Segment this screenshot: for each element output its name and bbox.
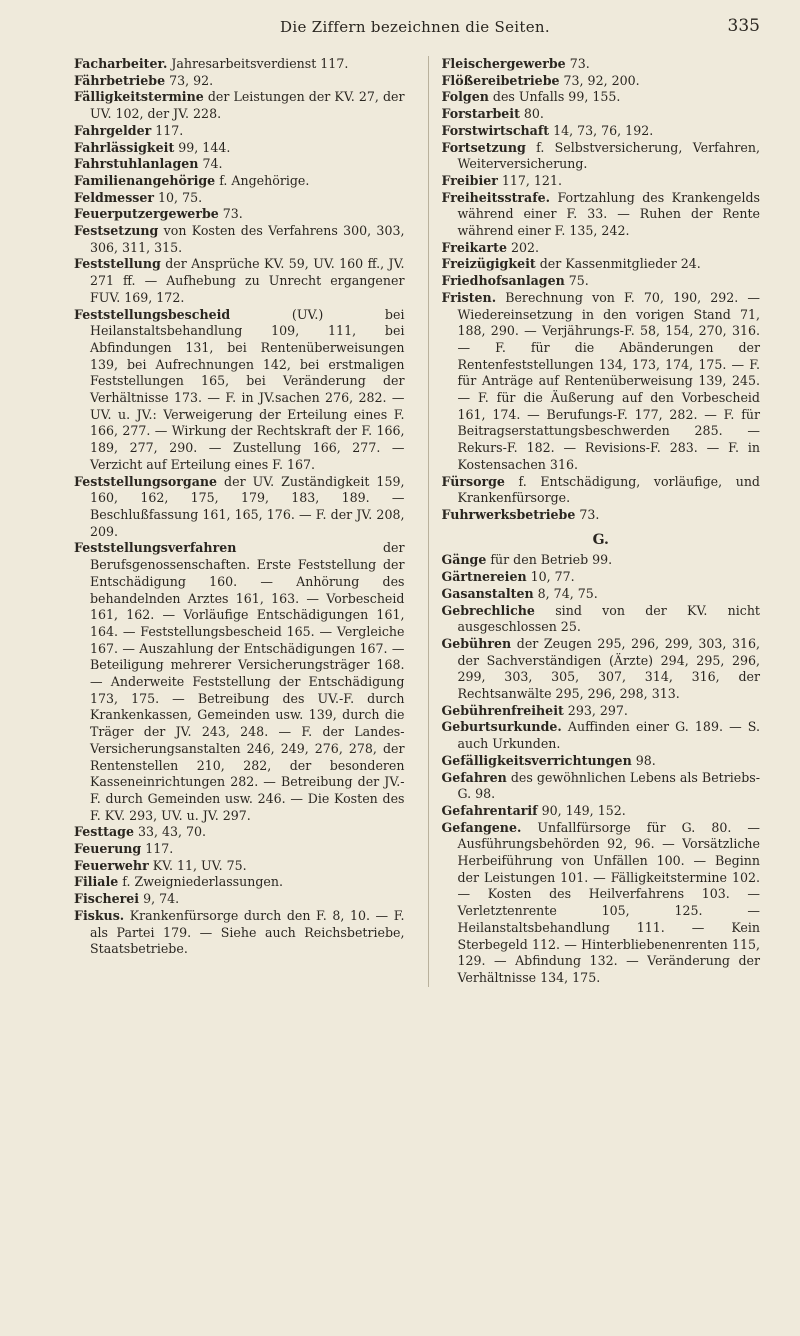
index-entry (74, 307, 404, 474)
index-term: Flößereibetriebe (441, 72, 560, 88)
index-term: Fischerei (74, 891, 140, 907)
index-term: Feuerung (74, 841, 142, 857)
index-references: 10, 77. (526, 569, 575, 585)
index-references: für den Betrieb 99. (486, 552, 613, 568)
index-entry (74, 824, 404, 841)
index-term: Gasanstalten (441, 585, 534, 601)
index-term: Feldmesser (74, 189, 155, 205)
index-references: der Kassenmitglieder 24. (535, 256, 701, 272)
index-entry (74, 206, 404, 223)
index-references: 8, 74, 75. (533, 585, 598, 601)
index-entry (441, 569, 760, 586)
index-references: f. Entschädigung, vorläufige, und Krankenfürsorge. (457, 473, 760, 506)
index-entry (441, 474, 760, 507)
index-references: von Kosten des Verfahrens 300, 303, 306, 311, 315. (90, 223, 405, 255)
index-references: 73. (575, 506, 600, 522)
index-references: des gewöhnlichen Lebens als Betriebs-G. 98. (457, 769, 760, 802)
index-entry (441, 636, 760, 703)
index-entry (441, 820, 760, 987)
index-entry (74, 190, 404, 207)
index-references: der Zeugen 295, 296, 299, 303, 316, der Sachverständigen (Ärzte) 294, 295, 296, 299, 303, 305, 307, 314, 316, der Rechtsanwälte 295, 296, 298, 313. (457, 635, 760, 702)
index-term: Gefangene. (441, 819, 522, 835)
index-references: der UV. Zuständigkeit 159, 160, 162, 175, 179, 183, 189. — Beschlußfassung 161, 165, 176. — F. der JV. 208, 209. (90, 473, 405, 539)
index-references: Berechnung von F. 70, 190, 292. — Wiedereinsetzung in den vorigen Stand 71, 188, 290. — Verjährungs-F. 58, 154, 270, 316. — F. für die Abänderungen der Rentenfeststellungen 134, 173, 174, 175. — F. für Anträge auf Rentenüberweisung 139, 245. — F. für die Äußerung auf den Vorbescheid 161, 174. — Berufungs-F. 177, 282. — F. für Beitragserstattungsbeschwerden 285. — Rekurs-F. 182. — Revisions-F. 283. — F. in Kostensachen 316. (457, 289, 760, 472)
index-references: 117. (151, 122, 184, 138)
index-references: 9, 74. (139, 891, 180, 907)
index-term: Feststellungsverfahren (74, 540, 237, 556)
index-term: Gebrechliche (441, 602, 535, 618)
index-entry (441, 290, 760, 474)
index-entry (441, 123, 760, 140)
index-references: der Leistungen der KV. 27, der UV. 102, der JV. 228. (90, 89, 405, 122)
index-term: Feststellung (74, 256, 161, 272)
index-term: Fahrgelder (74, 122, 152, 138)
index-entry (74, 140, 404, 157)
index-entry (441, 240, 760, 257)
index-entry (74, 156, 404, 173)
index-entry (74, 73, 404, 90)
index-entry (74, 908, 404, 958)
index-term: Fortsetzung (441, 139, 526, 155)
index-entry (441, 586, 760, 603)
index-term: Folgen (441, 89, 489, 105)
index-entry (74, 474, 404, 541)
index-references: 14, 73, 76, 192. (549, 122, 654, 138)
index-entry (441, 140, 760, 173)
index-references: f. Zweigniederlassungen. (118, 874, 283, 890)
index-references: 74. (198, 156, 223, 172)
index-term: Festtage (74, 824, 134, 840)
index-entry (74, 89, 404, 122)
index-entry (74, 540, 404, 824)
left-column (74, 56, 404, 987)
index-references: der Berufsgenossenschaften. Erste Feststellung der Entschädigung 160. — Anhörung des behandelnden Arztes 161, 163. — Vorbescheid 161, 162. — Vorläufige Entschädigungen 161, 164. — Feststellungsbescheid 165. — Vergleiche 167. — Auszahlung der Entschädigungen 167. — Beteiligung mehrerer Versicherungsträger 168. — Anderweite Feststellung der Entschädigung 173, 175. — Betreibung des UV.-F. durch Krankenkassen, Gemeinden usw. 139, durch die Träger der JV. 243, 248. — F. der Landes-Versicherungsanstalten 246, 249, 276, 278, der Rentenstellen 210, 282, der besonderen Kasseneinrichtungen 282. — Betreibung der JV.-F. durch Gemeinden usw. 246. — Die Kosten des F. KV. 293, UV. u. JV. 297. (90, 540, 405, 823)
index-entry (74, 858, 404, 875)
index-references: (UV.) bei Heilanstaltsbehandlung 109, 111, bei Abfindungen 131, bei Rentenüberweisungen 139, bei Aufrechnungen 142, bei erstmaligen Feststellungen 165, bei Veränderung der Verhältnisse 173. — F. in JV.sachen 276, 282. — UV. u. JV.: Verweigerung der Erteilung eines F. 166, 277. — Wirkung der Rechtskraft der F. 166, 189, 277, 290. — Zustellung 166, 277. — Verzicht auf Erteilung eines F. 167. (90, 306, 405, 472)
index-references: 73. (565, 56, 590, 71)
index-term: Familienangehörige (74, 172, 216, 188)
index-term: Friedhofsanlagen (441, 273, 565, 289)
index-entry (441, 89, 760, 106)
index-term: Gefahren (441, 769, 507, 785)
index-references: Fortzahlung des Krankengelds während einer F. 33. — Ruhen der Rente während einer F. 135, 242. (457, 189, 760, 239)
index-entry (441, 273, 760, 290)
index-entry (441, 770, 760, 803)
index-references: Jahresarbeitsverdienst 117. (167, 56, 349, 71)
index-entry (441, 719, 760, 752)
index-entry (74, 841, 404, 858)
index-term: Feuerwehr (74, 857, 149, 873)
index-term: Fahrstuhlanlagen (74, 156, 199, 172)
index-term: Fiskus. (74, 907, 125, 923)
index-entry (441, 703, 760, 720)
index-term: Gänge (441, 552, 487, 568)
index-term: Forstarbeit (441, 106, 520, 122)
index-term: Feststellungsorgane (74, 473, 218, 489)
index-references: 33, 43, 70. (133, 824, 207, 840)
index-references: 99, 144. (174, 139, 231, 155)
index-references: 202. (507, 239, 540, 255)
index-entry (441, 753, 760, 770)
index-columns (74, 56, 760, 987)
index-references: 10, 75. (154, 189, 203, 205)
index-references: 98. (631, 752, 656, 768)
index-term: Fleischergewerbe (441, 56, 566, 71)
index-references: 73, 92. (165, 72, 214, 88)
index-entry (441, 603, 760, 636)
index-references: sind von der KV. nicht ausgeschlossen 25. (457, 602, 760, 635)
index-entry (74, 874, 404, 891)
index-entry (441, 190, 760, 240)
index-term: Fürsorge (441, 473, 505, 489)
index-term: Fahrlässigkeit (74, 139, 175, 155)
index-entry (74, 891, 404, 908)
index-entry (441, 552, 760, 569)
index-term: Fuhrwerksbetriebe (441, 506, 576, 522)
index-term: Feststellungsbescheid (74, 306, 231, 322)
index-entry (441, 256, 760, 273)
index-entry (441, 73, 760, 90)
index-entry (74, 56, 404, 73)
index-references: KV. 11, UV. 75. (148, 857, 247, 873)
index-term: Fälligkeitstermine (74, 89, 204, 105)
index-term: Gefälligkeitsverrichtungen (441, 752, 632, 768)
page-number: 335 (727, 16, 760, 36)
index-term: Gärtnereien (441, 569, 527, 585)
index-references: 90, 149, 152. (537, 802, 626, 818)
index-term: Facharbeiter. (74, 56, 168, 71)
index-references: 293, 297. (563, 702, 628, 718)
index-term: Gebührenfreiheit (441, 702, 564, 718)
index-term: Forstwirtschaft (441, 122, 550, 138)
index-term: Filiale (74, 874, 119, 890)
index-entry (74, 223, 404, 256)
index-entry (74, 173, 404, 190)
index-entry (74, 256, 404, 306)
index-references: Auffinden einer G. 189. — S. auch Urkunden. (457, 719, 760, 752)
running-head: Die Ziffern bezeichnen die Seiten. (280, 18, 550, 36)
index-term: Feuerputzergewerbe (74, 206, 219, 222)
index-term: Gebühren (441, 635, 512, 651)
index-term: Fristen. (441, 289, 497, 305)
index-entry (441, 173, 760, 190)
index-entry (441, 56, 760, 73)
index-entry (441, 106, 760, 123)
right-column (428, 56, 760, 987)
index-references: 75. (564, 273, 589, 289)
index-references: 73, 92, 200. (559, 72, 640, 88)
page-header (70, 14, 760, 44)
index-references: 117. (141, 841, 174, 857)
index-term: Geburtsurkunde. (441, 719, 562, 735)
index-entry (74, 123, 404, 140)
index-entry (441, 507, 760, 524)
index-references: Krankenfürsorge durch den F. 8, 10. — F. als Partei 179. — Siehe auch Reichsbetriebe, Staatsbetriebe. (90, 907, 405, 957)
index-references: 80. (519, 106, 544, 122)
index-term: Festsetzung (74, 223, 159, 239)
index-term: Freizügigkeit (441, 256, 536, 272)
index-term: Gefahrentarif (441, 802, 538, 818)
index-references: des Unfalls 99, 155. (488, 89, 621, 105)
index-term: Freikarte (441, 239, 507, 255)
index-term: Freibier (441, 172, 498, 188)
letter-heading: G. (592, 531, 609, 548)
index-term: Freiheitsstrafe. (441, 189, 551, 205)
index-references: 117, 121. (497, 172, 562, 188)
index-references: f. Selbstversicherung, Verfahren, Weiterversicherung. (457, 139, 760, 172)
index-references: der Ansprüche KV. 59, UV. 160 ff., JV. 271 ff. — Aufhebung zu Unrecht ergangener FUV. 169, 172. (90, 256, 405, 305)
index-references: f. Angehörige. (215, 172, 310, 188)
index-references: 73. (218, 206, 243, 222)
index-term: Fährbetriebe (74, 72, 166, 88)
index-references: Unfallfürsorge für G. 80. — Ausführungsbehörden 92, 96. — Vorsätzliche Herbeiführung von Unfällen 100. — Beginn der Leistungen 101. — Fälligkeitstermine 102. — Kosten des Heilverfahrens 103. — Verletztenrente 105, 125. — Heilanstaltsbehandlung 111. — Kein Sterbegeld 112. — Hinterbliebenenrenten 115, 129. — Abfindung 132. — Veränderung der Verhältnisse 134, 175. (457, 819, 760, 985)
index-entry (441, 803, 760, 820)
